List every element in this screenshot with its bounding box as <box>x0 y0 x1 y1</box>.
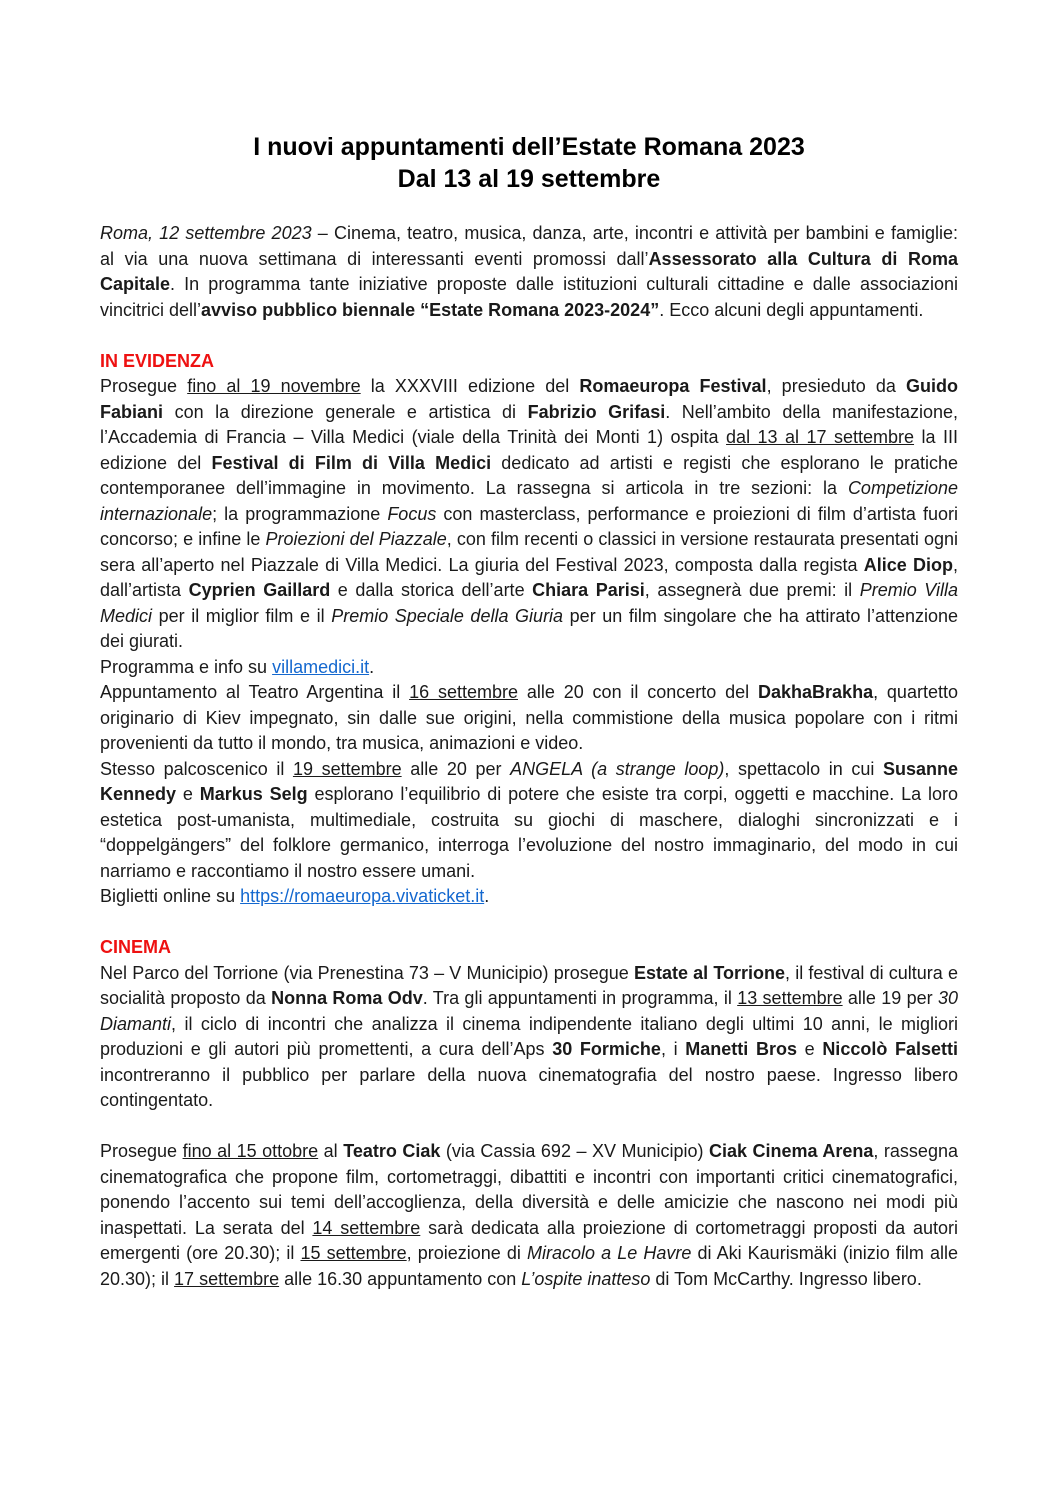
text-run: Focus <box>387 503 437 524</box>
text-run: . <box>484 886 490 906</box>
text-run: , spettacolo in cui <box>724 758 883 779</box>
text-run: alle 19 per <box>842 988 938 1008</box>
text-run: Romaeuropa Festival <box>579 376 767 396</box>
text-run: , il ciclo di incontri che analizza il cinema indipendente italiano degli ultimi 10 anni, le migliori produzioni e gli autori più promettenti, a cura dell’Aps <box>100 1013 958 1059</box>
text-run: , rassegna cinematografica che propone film, cortometraggi, dibattiti e incontri con importanti critici cinematografici, ponendo l’accento sui temi dell’accoglienza, della diversità e delle amicizie che nascono nei modi più inaspettati. La serata del <box>100 1141 958 1238</box>
text-run: , il festival di cultura e socialità proposto da <box>100 962 958 1008</box>
text-run: 17 settembre <box>174 1268 280 1289</box>
text-run: . <box>369 656 375 677</box>
text-run: Roma, 12 settembre 2023 <box>100 223 312 243</box>
text-run: dedicato ad artisti e registi che esplorano le pratiche contemporanee dell’immagine in movimento. La rassegna si articola in tre sezioni: la <box>100 452 958 498</box>
text-run: Teatro Ciak <box>343 1141 441 1161</box>
hyperlink[interactable]: villamedici.it <box>272 656 370 677</box>
text-run: incontreranno il pubblico per parlare della nuova cinematografia del nostro paese. Ingresso libero contingentato. <box>100 1064 958 1110</box>
text-run: ; la programmazione <box>212 503 388 524</box>
paragraph <box>100 680 958 757</box>
text-run: fino al 15 ottobre <box>182 1141 319 1161</box>
paragraph <box>100 374 958 655</box>
text-run: Susanne Kennedy <box>100 758 958 804</box>
text-run: per il miglior film e il <box>152 605 332 626</box>
text-run: fino al 19 novembre <box>187 376 361 396</box>
text-run: L’ospite inatteso <box>521 1268 651 1289</box>
text-run: Guido Fabiani <box>100 376 959 422</box>
section-heading-text: CINEMA <box>100 937 171 957</box>
text-run: (via Cassia 692 – XV Municipio) <box>440 1141 710 1161</box>
text-run: di Tom McCarthy. Ingresso libero. <box>650 1268 922 1289</box>
text-run: e <box>796 1039 823 1059</box>
text-run: 13 settembre <box>737 988 843 1008</box>
section-heading <box>100 349 958 375</box>
text-run: Assessorato alla Cultura di Roma Capitale <box>100 248 958 294</box>
text-run: esplorano l’equilibrio di potere che esiste tra corpi, oggetti e macchine. La loro estetica post-umanista, multimediale, costruita su giochi di maschere, dialoghi sincronizzati e i “doppelgängers” del folklore germanico, interroga l’evoluzione del nostro immaginario, del modo in cui narriamo e raccontiamo il nostro essere umani. <box>100 784 958 881</box>
text-run: , assegnerà due premi: il <box>644 580 860 600</box>
text-run: . Nell’ambito della manifestazione, l’Accademia di Francia – Villa Medici (viale della Trinità dei Monti 1) ospita <box>100 401 959 447</box>
text-run: la III edizione del <box>100 427 959 473</box>
text-run: 16 settembre <box>409 682 518 702</box>
text-run: . In programma tante iniziative proposte dalle istituzioni culturali cittadine e dalle associazioni vincitrici dell’ <box>100 274 958 320</box>
text-run: e dalla storica dell’arte <box>330 580 533 600</box>
text-run: Premio Speciale della Giuria <box>331 605 564 626</box>
text-run: sarà dedicata alla proiezione di cortometraggi proposti da autori emergenti (ore 20.30); il <box>100 1217 959 1263</box>
text-run: , dall’artista <box>100 554 958 600</box>
text-run: , proiezione di <box>406 1243 527 1263</box>
text-run: avviso pubblico biennale “Estate Romana 2023-2024” <box>201 299 660 320</box>
text-run: , presieduto da <box>766 376 907 396</box>
text-run: Appuntamento al Teatro Argentina il <box>100 682 410 702</box>
text-run: Stesso palcoscenico il <box>100 758 293 779</box>
text-run: 15 settembre <box>300 1243 407 1263</box>
paragraph <box>100 884 958 910</box>
text-run: 30 Diamanti <box>100 988 958 1034</box>
text-run: Prosegue <box>100 376 188 396</box>
paragraph <box>100 221 958 323</box>
paragraph <box>100 1139 958 1292</box>
text-run: Programma e info su <box>100 656 273 677</box>
text-run: la XXXVIII edizione del <box>360 376 580 396</box>
text-run: dal 13 al 17 settembre <box>726 427 915 447</box>
hyperlink[interactable]: https://romaeuropa.vivaticket.it <box>240 886 485 906</box>
text-run: – Cinema, teatro, musica, danza, arte, incontri e attività per bambini e famiglie: al via una nuova settimana di interessanti eventi promossi dall’ <box>100 223 958 269</box>
text-run: alle 20 con il concerto del <box>517 682 759 702</box>
text-run: Miracolo a Le Havre <box>527 1243 692 1263</box>
text-run: Ciak Cinema Arena <box>709 1141 874 1161</box>
text-run: Chiara Parisi <box>532 580 645 600</box>
text-run: , i <box>660 1039 686 1059</box>
text-run: alle 16.30 appuntamento con <box>279 1268 522 1289</box>
text-run: di Aki Kaurismäki (inizio film alle 20.30); il <box>100 1243 959 1289</box>
paragraph <box>100 757 958 885</box>
text-run: Competizione internazionale <box>100 478 958 524</box>
text-run: Festival di Film di Villa Medici <box>211 452 492 473</box>
text-run: con la direzione generale e artistica di <box>163 401 528 422</box>
text-run: alle 20 per <box>401 758 511 779</box>
text-run: 19 settembre <box>292 758 402 779</box>
text-run: 14 settembre <box>312 1217 421 1238</box>
document-title-line-2: Dal 13 al 19 settembre <box>397 165 661 193</box>
text-run: Biglietti online su <box>100 886 241 906</box>
text-run: Proiezioni del Piazzale <box>265 529 447 549</box>
section-heading-text: IN EVIDENZA <box>100 350 215 371</box>
document-body <box>100 221 958 1292</box>
text-run: , con film recenti o classici in versione restaurata presentati ogni sera all’aperto nel Piazzale di Villa Medici. La giuria del Festival 2023, composta dalla regista <box>100 529 958 575</box>
text-run: Markus Selg <box>199 784 308 804</box>
text-run: Niccolò Falsetti <box>822 1039 959 1059</box>
document-title <box>100 131 958 195</box>
text-run: Nonna Roma Odv <box>271 988 423 1008</box>
text-run: Premio Villa Medici <box>100 580 958 626</box>
text-run: Manetti Bros <box>685 1039 797 1059</box>
text-run: ANGELA (a strange loop) <box>510 758 725 779</box>
text-run: Alice Diop <box>863 554 953 575</box>
text-run: Estate al Torrione <box>633 962 786 983</box>
text-run: , quartetto originario di Kiev impegnato, sin dalle sue origini, nella commistione della musica popolare con i ritmi provenienti da tutto il mondo, tra musica, animazioni e video. <box>100 682 958 753</box>
document-title-line-1: I nuovi appuntamenti dell’Estate Romana 2023 <box>253 133 805 161</box>
text-run: Fabrizio Grifasi <box>527 401 666 422</box>
text-run: . Ecco alcuni degli appuntamenti. <box>659 299 924 320</box>
text-run: Prosegue <box>100 1141 183 1161</box>
text-run: Cyprien Gaillard <box>188 580 331 600</box>
text-run: DakhaBrakha <box>758 682 874 702</box>
text-run: per un film singolare che ha attirato l’attenzione dei giurati. <box>100 605 959 651</box>
text-run: 30 Formiche <box>552 1039 661 1059</box>
section-heading <box>100 935 958 961</box>
text-run: Nel Parco del Torrione (via Prenestina 73 – V Municipio) prosegue <box>100 962 634 983</box>
paragraph <box>100 961 958 1114</box>
text-run: con masterclass, performance e proiezioni di film d’artista fuori concorso; e infine le <box>100 503 959 549</box>
paragraph <box>100 655 958 681</box>
text-run: al <box>318 1141 344 1161</box>
text-run: . Tra gli appuntamenti in programma, il <box>422 988 738 1008</box>
text-run: e <box>176 784 200 804</box>
